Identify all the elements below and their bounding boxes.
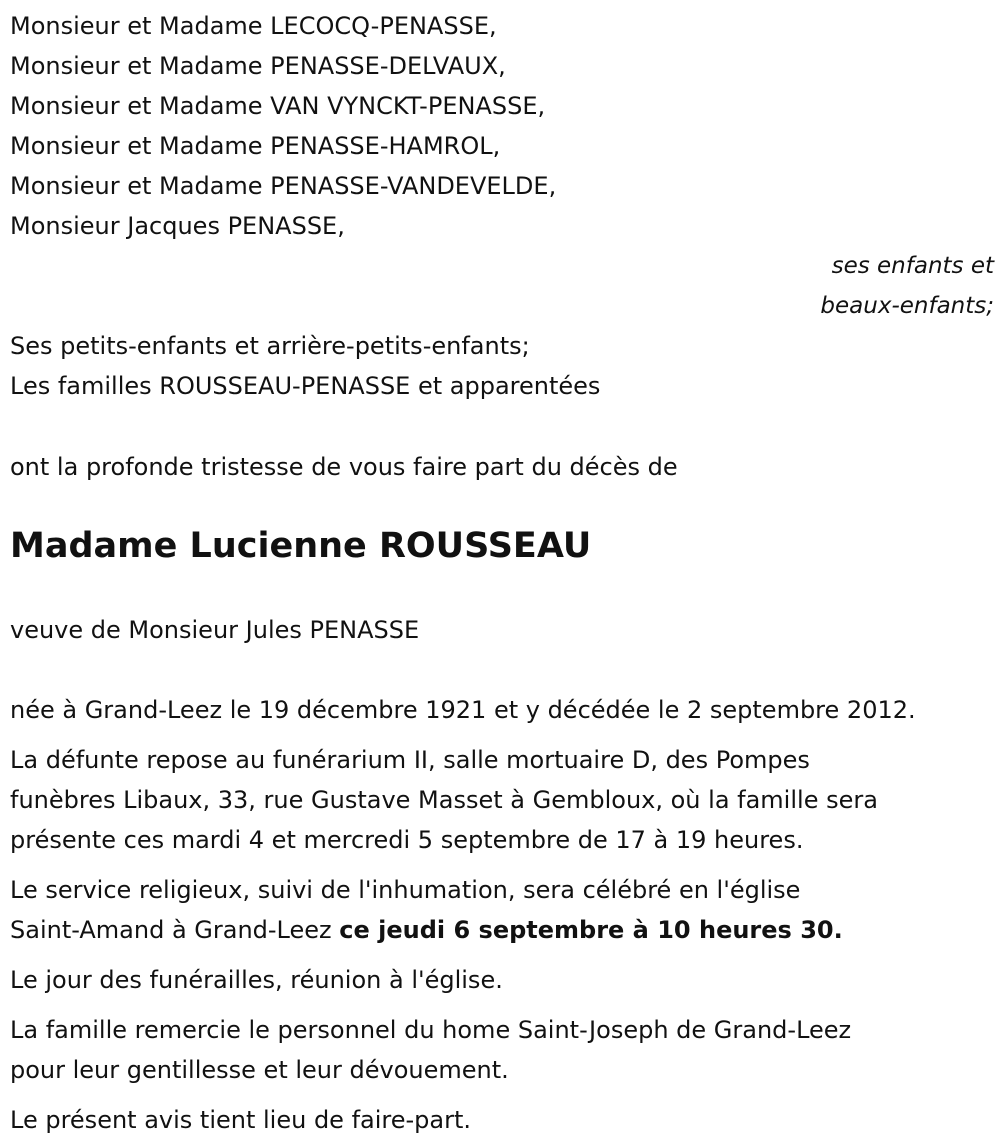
- thanks-line: pour leur gentillesse et leur dévouement.: [10, 1056, 509, 1084]
- thanks-line: La famille remercie le personnel du home Saint-Joseph de Grand-Leez: [10, 1016, 852, 1044]
- service-line: [10, 910, 992, 950]
- widow-of: veuve de Monsieur Jules PENASSE: [10, 616, 420, 644]
- repose-line: La défunte repose au funérarium II, salle mortuaire D, des Pompes: [10, 746, 810, 774]
- notice-text: Le présent avis tient lieu de faire-part.: [10, 1106, 472, 1134]
- relation-note: [10, 246, 992, 326]
- repose-line: funèbres Libaux, 33, rue Gustave Masset à Gembloux, où la famille sera: [10, 786, 878, 814]
- birth-death-text: née à Grand-Leez le 19 décembre 1921 et y décédée le 2 septembre 2012.: [10, 696, 916, 724]
- relation-line: ses enfants et: [831, 253, 994, 279]
- thanks-paragraph: [10, 1010, 992, 1090]
- repose-paragraph: [10, 740, 992, 860]
- obituary-notice: [10, 0, 992, 1140]
- service-location: Saint-Amand à Grand-Leez: [10, 916, 340, 944]
- relatives-line: Les familles ROUSSEAU-PENASSE et apparentées: [10, 372, 601, 400]
- family-list: [10, 6, 992, 246]
- family-line: Monsieur Jacques PENASSE,: [10, 212, 345, 240]
- grandchildren-line: Ses petits-enfants et arrière-petits-enfants;: [10, 332, 530, 360]
- family-line: Monsieur et Madame PENASSE-DELVAUX,: [10, 52, 506, 80]
- service-paragraph: [10, 870, 992, 950]
- relation-line: beaux-enfants;: [820, 293, 994, 319]
- family-line: Monsieur et Madame LECOCQ-PENASSE,: [10, 12, 497, 40]
- family-line: Monsieur et Madame PENASSE-VANDEVELDE,: [10, 172, 557, 200]
- birth-death-paragraph: [10, 690, 992, 730]
- service-datetime: ce jeudi 6 septembre à 10 heures 30.: [339, 916, 843, 944]
- family-line: Monsieur et Madame PENASSE-HAMROL,: [10, 132, 501, 160]
- deceased-name: Madame Lucienne ROUSSEAU: [10, 526, 592, 566]
- announcement: ont la profonde tristesse de vous faire part du décès de: [10, 453, 678, 481]
- service-line: Le service religieux, suivi de l'inhumation, sera célébré en l'église: [10, 876, 801, 904]
- notice-paragraph: [10, 1100, 992, 1140]
- family-line: Monsieur et Madame VAN VYNCKT-PENASSE,: [10, 92, 546, 120]
- meeting-paragraph: [10, 960, 992, 1000]
- repose-line: présente ces mardi 4 et mercredi 5 septembre de 17 à 19 heures.: [10, 826, 804, 854]
- meeting-text: Le jour des funérailles, réunion à l'église.: [10, 966, 503, 994]
